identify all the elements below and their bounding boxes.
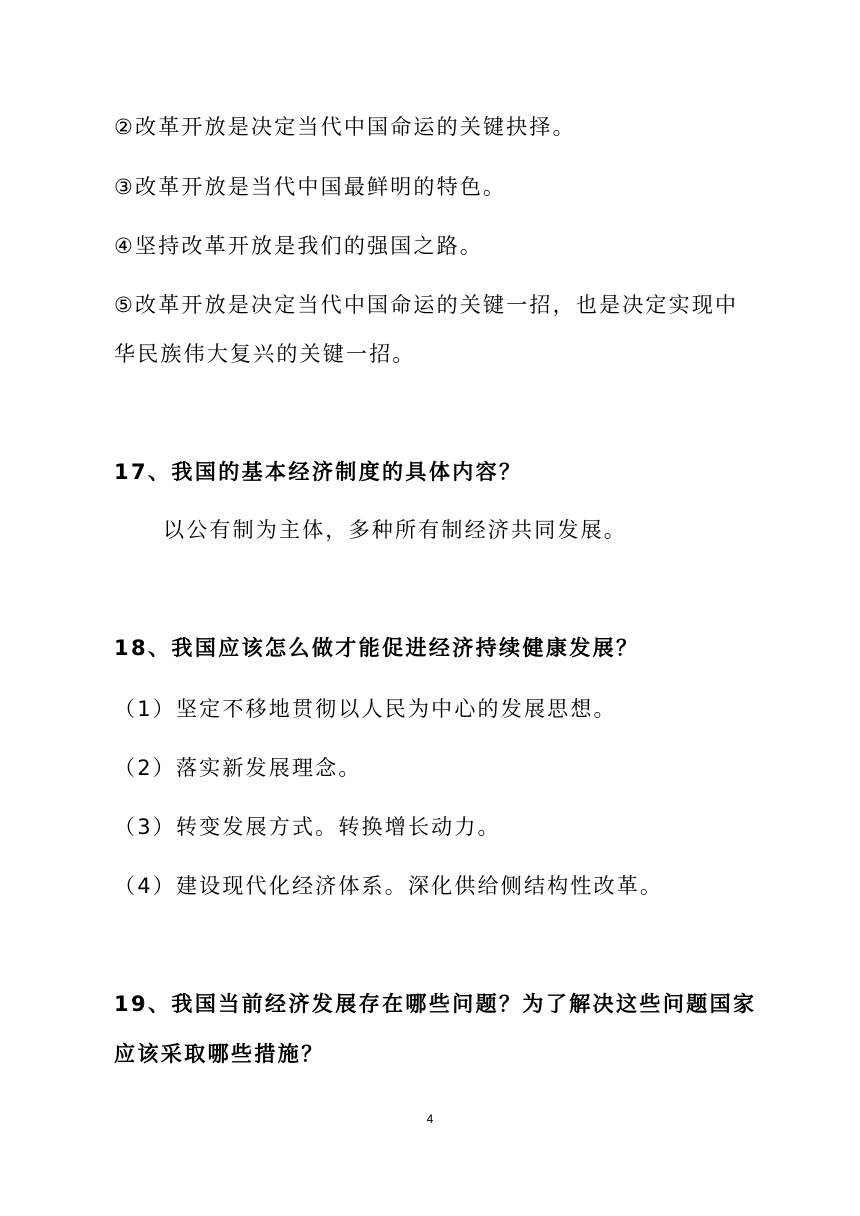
list-item: ③改革开放是当代中国最鲜明的特色。	[114, 175, 507, 199]
answer-point: （3）转变发展方式。转换增长动力。	[114, 815, 501, 839]
question-19-heading-continuation: 应该采取哪些措施？	[114, 1042, 325, 1066]
page-number: 4	[426, 1112, 434, 1126]
answer-point: （2）落实新发展理念。	[114, 756, 362, 780]
answer-point: （1）坚定不移地贯彻以人民为中心的发展思想。	[114, 697, 617, 721]
list-item: ④坚持改革开放是我们的强国之路。	[114, 234, 484, 258]
answer-point: （4）建设现代化经济体系。深化供给侧结构性改革。	[114, 874, 664, 898]
list-item: ②改革开放是决定当代中国命运的关键抉择。	[114, 115, 576, 139]
question-17-answer: 以公有制为主体，多种所有制经济共同发展。	[163, 518, 627, 542]
list-item-continuation: 华民族伟大复兴的关键一招。	[114, 342, 416, 366]
question-17-heading: 17、我国的基本经济制度的具体内容？	[114, 460, 523, 484]
list-item: ⑤改革开放是决定当代中国命运的关键一招，也是决定实现中	[114, 293, 739, 317]
question-19-heading: 19、我国当前经济发展存在哪些问题？为了解决这些问题国家	[114, 992, 757, 1016]
question-18-heading: 18、我国应该怎么做才能促进经济持续健康发展？	[114, 636, 640, 660]
